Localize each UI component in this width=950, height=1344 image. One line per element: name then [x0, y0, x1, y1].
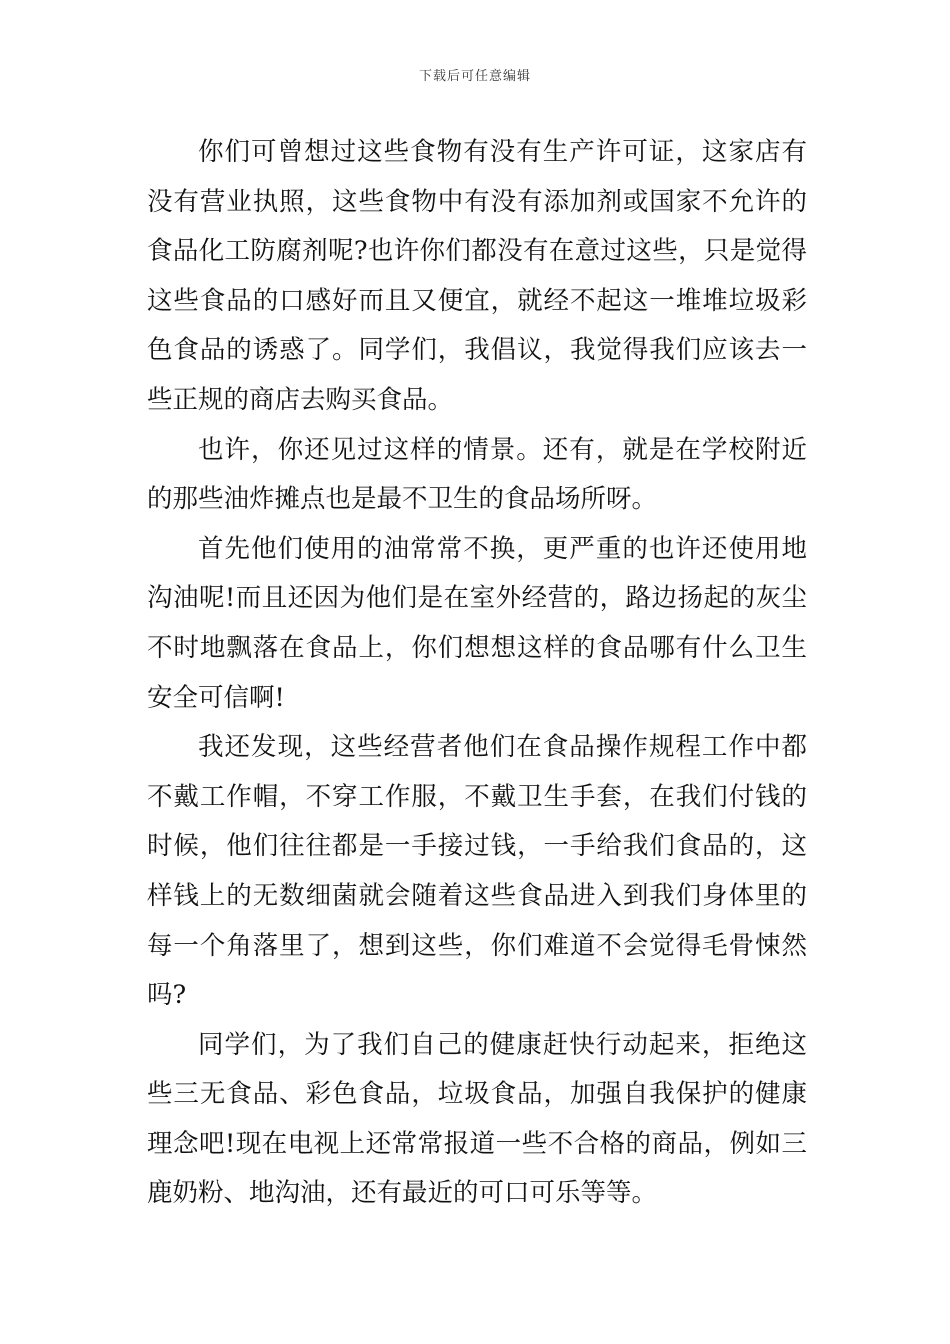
paragraph: 我还发现，这些经营者他们在食品操作规程工作中都不戴工作帽，不穿工作服，不戴卫生手套，在我们付钱的时候，他们往往都是一手接过钱，一手给我们食品的，这样钱上的无数细菌就会随着这些食品进入到我们身体里的每一个角落里了，想到这些，你们难道不会觉得毛骨悚然吗? [147, 732, 807, 1011]
paragraph: 同学们，为了我们自己的健康赶快行动起来，拒绝这些三无食品、彩色食品，垃圾食品，加强自我保护的健康理念吧!现在电视上还常常报道一些不合格的商品，例如三鹿奶粉、地沟油，还有最近的可口可乐等等。 [147, 1029, 807, 1209]
paragraph: 也许，你还见过这样的情景。还有，就是在学校附近的那些油炸摊点也是最不卫生的食品场所呀。 [147, 434, 807, 515]
document-body [147, 128, 807, 1219]
page-header: 下载后可任意编辑 [418, 69, 531, 84]
paragraph: 首先他们使用的油常常不换，更严重的也许还使用地沟油呢!而且还因为他们是在室外经营的，路边扬起的灰尘不时地飘落在食品上，你们想想这样的食品哪有什么卫生安全可信啊! [147, 533, 807, 713]
paragraph: 你们可曾想过这些食物有没有生产许可证，这家店有没有营业执照，这些食物中有没有添加剂或国家不允许的食品化工防腐剂呢?也许你们都没有在意过这些，只是觉得这些食品的口感好而且又便宜，就经不起这一堆堆垃圾彩色食品的诱惑了。同学们，我倡议，我觉得我们应该去一些正规的商店去购买食品。 [147, 137, 807, 415]
